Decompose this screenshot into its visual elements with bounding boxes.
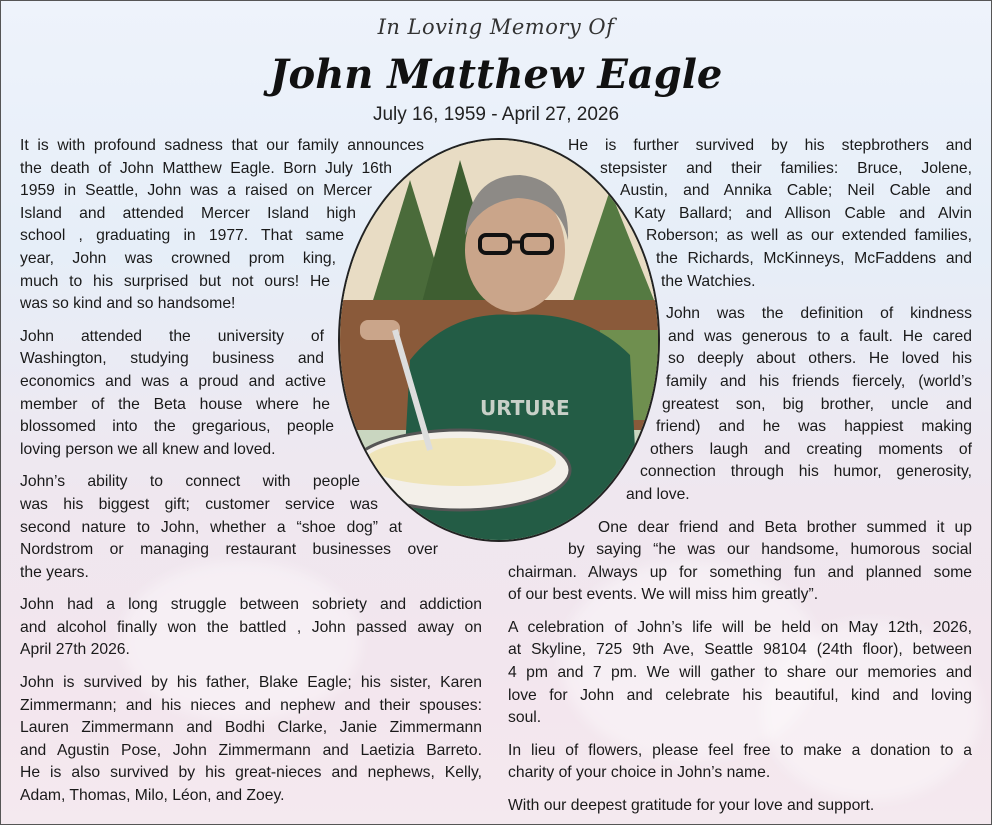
text-line: One dear friend and Beta brother summed it up <box>598 518 972 536</box>
text-line: In lieu of flowers, please feel free to make a donation to a <box>508 741 972 759</box>
text-line: connection through his humor, generosity, <box>640 463 972 481</box>
text-line: so deeply about others. He loved his <box>668 350 972 368</box>
donation-paragraph <box>508 740 972 785</box>
text-line: at Skyline, 725 9th Ave, Seattle 98104 (24th floor), between <box>508 641 972 659</box>
career-paragraph <box>20 471 482 584</box>
text-line: chairman. Always up for something fun and planned some <box>508 563 972 581</box>
deceased-name: John Matthew Eagle <box>269 51 723 98</box>
education-paragraph <box>20 326 482 462</box>
celebration-paragraph <box>508 617 972 730</box>
text-line: 1959 in Seattle, John was a raised on Mercer <box>20 182 372 200</box>
right-text-column <box>508 135 972 825</box>
svg-text:URTURE: URTURE <box>480 396 570 420</box>
text-line: member of the Beta house where he <box>20 395 330 413</box>
text-line: love for John and celebrate his beautiful, kind and loving <box>508 686 972 704</box>
text-line: John is survived by his father, Blake Eagle; his sister, Karen <box>20 674 482 692</box>
text-line: of our best events. We will miss him greatly”. <box>508 586 819 604</box>
text-line: John had a long struggle between sobriety and addiction <box>20 596 482 614</box>
text-line: April 27th 2026. <box>20 641 130 659</box>
text-line: He is further survived by his stepbrothers and <box>568 137 972 154</box>
text-line: and love. <box>626 485 690 503</box>
text-line: loving person we all knew and loved. <box>20 440 276 458</box>
text-line: Nordstrom or managing restaurant businesses over <box>20 541 438 559</box>
text-line: greatest son, big brother, uncle and <box>662 395 972 413</box>
text-line: Katy Ballard; and Allison Cable and Alvin <box>634 204 972 222</box>
text-line: With our deepest gratitude for your love and support. <box>508 797 875 815</box>
text-line: friend) and he was happiest making <box>656 418 972 436</box>
text-line: blossomed into the gregarious, people <box>20 418 334 436</box>
in-loving-memory-heading: In Loving Memory Of <box>377 15 615 39</box>
text-line: economics and was a proud and active <box>20 372 326 390</box>
text-line: soul. <box>508 709 542 727</box>
text-line: the death of John Matthew Eagle. Born July 16th <box>20 159 392 177</box>
text-line: and was generous to a fault. He cared <box>668 327 972 345</box>
text-line: much to his surprised but not ours! He <box>20 272 330 290</box>
text-line: year, John was crowned prom king, <box>20 249 336 267</box>
text-line: Zimmermann; and his nieces and nephew and their spouses: <box>20 696 482 714</box>
text-line: the Watchies. <box>661 272 756 290</box>
text-line: Roberson; as well as our extended families, <box>646 227 972 245</box>
text-line: others laugh and creating moments of <box>650 440 972 458</box>
text-line: He is also survived by his great-nieces and nephews, Kelly, <box>20 764 482 782</box>
text-line: was his biggest gift; customer service was <box>20 495 378 513</box>
survived-by-paragraph <box>20 672 482 808</box>
text-line: Adam, Thomas, Milo, Léon, and Zoey. <box>20 787 285 805</box>
intro-paragraph <box>20 135 482 316</box>
text-line: and Agustin Pose, John Zimmermann and Laetizia Barreto. <box>20 741 482 759</box>
friend-quote-paragraph <box>508 517 972 607</box>
gratitude-paragraph <box>508 795 972 818</box>
life-dates: July 16, 1959 - April 27, 2026 <box>372 104 620 125</box>
text-line: Island and attended Mercer Island high <box>20 204 356 222</box>
struggle-paragraph <box>20 594 482 662</box>
text-line: John was the definition of kindness <box>666 305 972 323</box>
step-family-paragraph <box>508 135 972 293</box>
text-line: John’s ability to connect with people <box>20 473 360 491</box>
text-line: the Richards, McKinneys, McFaddens and <box>656 249 972 267</box>
text-line: by saying “he was our handsome, humorous social <box>568 541 972 559</box>
text-line: charity of your choice in John’s name. <box>508 764 771 782</box>
text-line: Washington, studying business and <box>20 350 324 368</box>
text-line: the years. <box>20 563 89 581</box>
text-line: It is with profound sadness that our family announces <box>20 137 424 154</box>
text-line: 4 pm and 7 pm. We will gather to share our memories and <box>508 664 972 682</box>
text-line: was so kind and so handsome! <box>20 295 236 313</box>
text-line: family and his friends fiercely, (world’s <box>666 372 972 390</box>
text-line: second nature to John, whether a “shoe dog” at <box>20 518 402 536</box>
text-line: John attended the university of <box>20 327 324 345</box>
text-line: school , graduating in 1977. That same <box>20 227 344 245</box>
left-text-column <box>20 135 482 818</box>
text-line: Lauren Zimmermann and Bodhi Clarke, Janie Zimmermann <box>20 719 482 737</box>
text-line: Austin, and Annika Cable; Neil Cable and <box>620 182 972 200</box>
text-line: stepsister and their families: Bruce, Jolene, <box>600 159 972 177</box>
kindness-paragraph <box>508 303 972 506</box>
text-line: and alcohol finally won the battled , John passed away on <box>20 618 482 636</box>
text-line: A celebration of John’s life will be held on May 12th, 2026, <box>508 618 972 636</box>
